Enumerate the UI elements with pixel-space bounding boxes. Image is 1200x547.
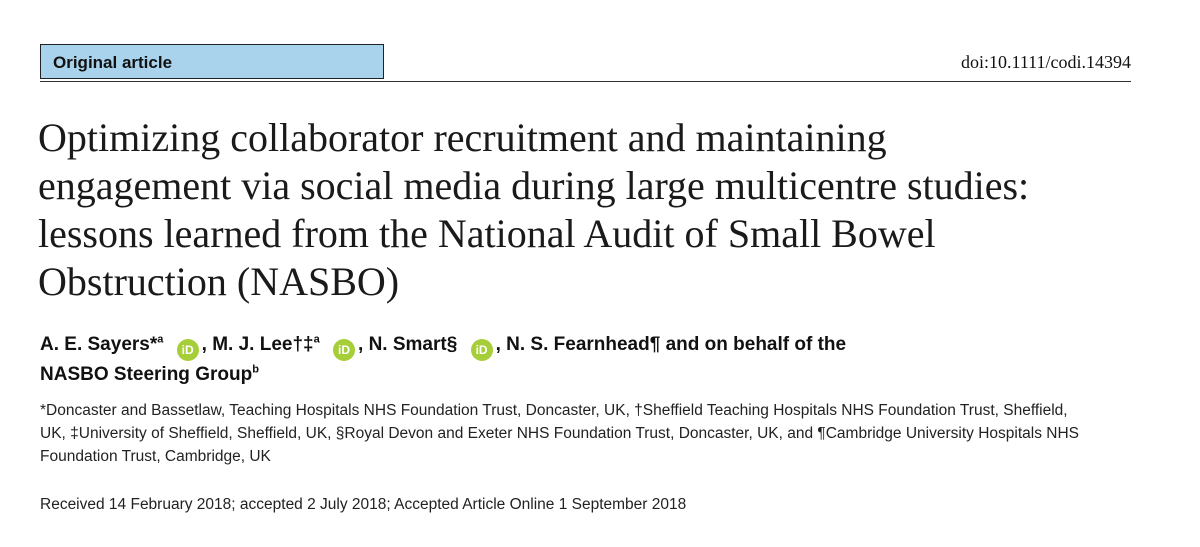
title-line-4: Obstruction (NASBO): [38, 259, 400, 304]
group-footnote-mark: b: [252, 363, 259, 376]
article-header: [40, 44, 1131, 82]
author-list: [40, 331, 1140, 389]
orcid-icon[interactable]: iD: [177, 339, 199, 361]
doi-link[interactable]: doi:10.1111/codi.14394: [961, 52, 1131, 72]
title-line-1: Optimizing collaborator recruitment and maintaining: [38, 115, 887, 160]
article-type-box: [40, 44, 384, 79]
affiliation-line-2: UK, ‡University of Sheffield, Sheffield, UK, §Royal Devon and Exeter NHS Foundation Trust, Doncaster, UK, and ¶Cambridge University Hospitals NHS: [40, 425, 1079, 442]
affiliation-mark: *: [149, 334, 158, 355]
orcid-icon[interactable]: iD: [333, 339, 355, 361]
article-history: Received 14 February 2018; accepted 2 July 2018; Accepted Article Online 1 September 2018: [40, 496, 687, 513]
title-line-2: engagement via social media during large multicentre studies:: [38, 163, 1030, 208]
title-line-3: lessons learned from the National Audit of Small Bowel: [38, 211, 936, 256]
affiliation-mark: §: [446, 334, 458, 355]
affiliations: [40, 399, 1140, 468]
author-name: A. E. Sayers: [40, 334, 150, 355]
affiliation-mark: ¶: [649, 334, 661, 355]
author-name: , M. J. Lee: [201, 334, 293, 355]
affiliation-line-1: *Doncaster and Bassetlaw, Teaching Hospitals NHS Foundation Trust, Doncaster, UK, †Sheffield Teaching Hospitals NHS Foundation Trust, Sheffield,: [40, 402, 1068, 419]
author-name: , N. Smart: [358, 334, 447, 355]
orcid-icon[interactable]: iD: [471, 339, 493, 361]
header-divider: [40, 81, 1131, 82]
author-footnote-mark: a: [157, 333, 164, 346]
article-type-label: Original article: [53, 53, 173, 72]
author-footnote-mark: a: [313, 333, 320, 346]
author-list-tail: and on behalf of the: [660, 334, 847, 355]
affiliation-mark: †‡: [292, 334, 314, 355]
affiliation-line-3: Foundation Trust, Cambridge, UK: [40, 448, 271, 465]
article-title: [38, 114, 1138, 306]
author-name: , N. S. Fearnhead: [495, 334, 650, 355]
group-name: NASBO Steering Group: [40, 364, 253, 385]
